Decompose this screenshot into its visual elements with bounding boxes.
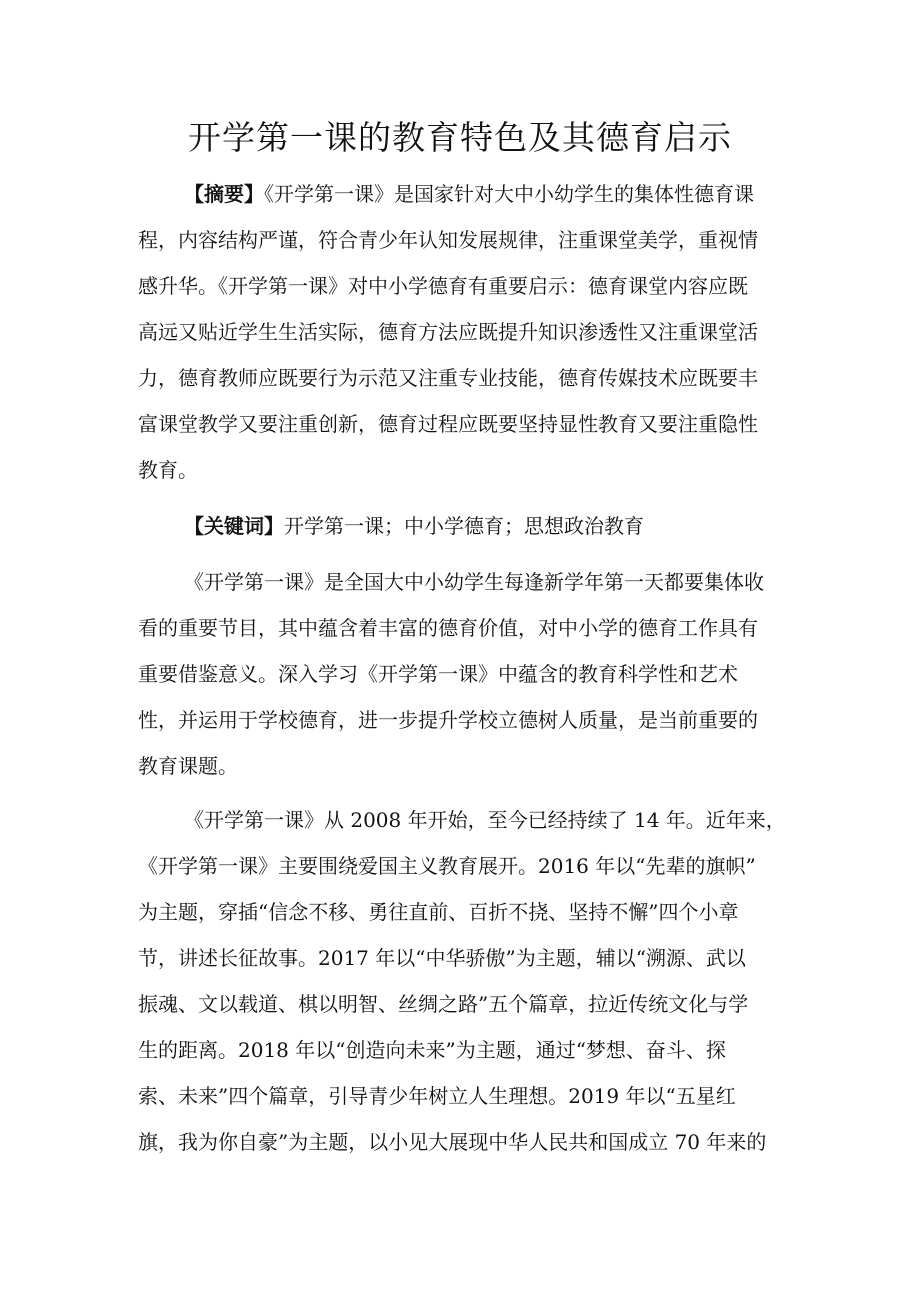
keywords-label: 【关键词】	[184, 514, 284, 538]
abstract-text: 《开学第一课》是国家针对大中小幼学生的集体性德育课	[264, 182, 754, 206]
abstract-line: 力，德育教师应既要行为示范又注重专业技能，德育传媒技术应既要丰	[138, 366, 758, 390]
paragraph-line: 看的重要节目，其中蕴含着丰富的德育价值，对中小学的德育工作具有	[138, 616, 758, 640]
paragraph-line: 《开学第一课》是全国大中小幼学生每逢新学年第一天都要集体收	[184, 570, 764, 594]
paragraph-line: 为主题，穿插“信念不移、勇往直前、百折不挠、坚持不懈”四个小章	[138, 900, 739, 924]
paragraph-line: 重要借鉴意义。深入学习《开学第一课》中蕴含的教育科学性和艺术	[138, 662, 738, 686]
abstract-label: 【摘要】	[184, 182, 264, 206]
paragraph-line: 生的距离。2018 年以“创造向未来”为主题，通过“梦想、奋斗、探	[138, 1038, 726, 1062]
paragraph-line: 《开学第一课》主要围绕爱国主义教育展开。2016 年以“先辈的旗帜”	[138, 854, 756, 878]
keywords-line	[184, 512, 644, 540]
paragraph-line: 索、未来”四个篇章，引导青少年树立人生理想。2019 年以“五星红	[138, 1084, 736, 1108]
abstract-line: 教育。	[138, 458, 198, 482]
abstract-line: 富课堂教学又要注重创新，德育过程应既要坚持显性教育又要注重隐性	[138, 412, 758, 436]
abstract-line: 高远又贴近学生生活实际，德育方法应既提升知识渗透性又注重课堂活	[138, 320, 758, 344]
abstract-line: 程，内容结构严谨，符合青少年认知发展规律，注重课堂美学，重视情	[138, 228, 758, 252]
paragraph-line: 振魂、文以载道、棋以明智、丝绸之路”五个篇章，拉近传统文化与学	[138, 992, 749, 1016]
document-title: 开学第一课的教育特色及其德育启示	[188, 118, 732, 157]
abstract-line: 感升华。《开学第一课》对中小学德育有重要启示：德育课堂内容应既	[138, 274, 748, 298]
paragraph-line: 旗，我为你自豪”为主题，以小见大展现中华人民共和国成立 70 年来的	[138, 1130, 767, 1154]
abstract-line	[184, 180, 754, 208]
keywords-text: 开学第一课；中小学德育；思想政治教育	[284, 514, 644, 538]
paragraph-line: 《开学第一课》从 2008 年开始，至今已经持续了 14 年。近年来，	[184, 808, 786, 832]
paragraph-line: 性，并运用于学校德育，进一步提升学校立德树人质量，是当前重要的	[138, 708, 758, 732]
paragraph-line: 节，讲述长征故事。2017 年以“中华骄傲”为主题，辅以“溯源、武以	[138, 946, 746, 970]
paragraph-line: 教育课题。	[138, 754, 238, 778]
